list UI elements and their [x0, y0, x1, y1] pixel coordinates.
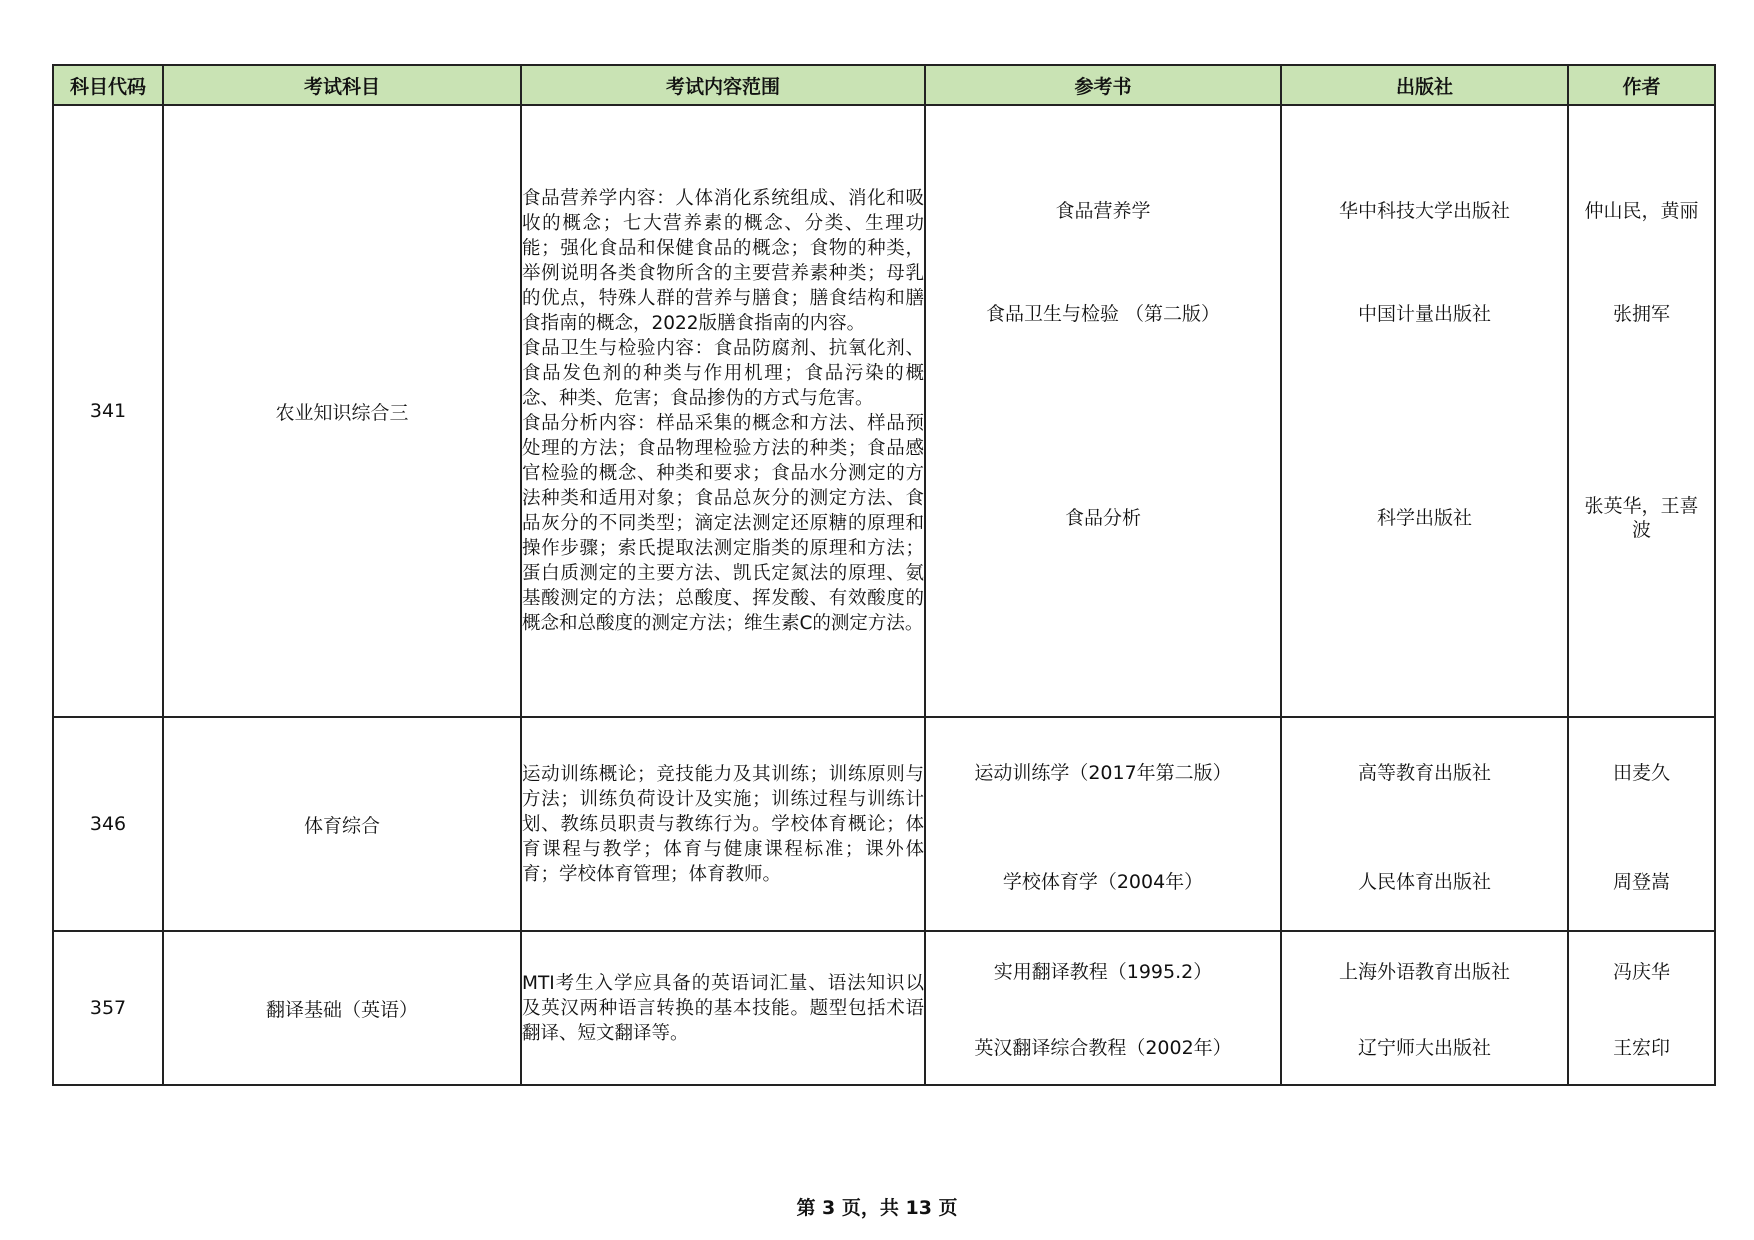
table-header-row	[53, 65, 1715, 105]
publisher-cell	[1281, 105, 1568, 717]
publisher-name: 高等教育出版社	[1357, 762, 1491, 784]
reference-book: 食品分析	[1064, 507, 1141, 529]
page-number-footer: 第 3 页，共 13 页	[796, 1197, 958, 1219]
reference-book-cell	[925, 717, 1281, 931]
subject-code-cell: 341	[53, 105, 163, 717]
reference-book: 运动训练学（2017年第二版）	[974, 762, 1232, 784]
content-paragraph-hygiene: 食品卫生与检验内容：食品防腐剂、抗氧化剂、食品发色剂的种类与作用机理；食品污染的概念、种类、危害；食品掺伪的方式与危害。	[522, 338, 924, 409]
content-paragraph-sports: 运动训练概论；竞技能力及其训练；训练原则与方法；训练负荷设计及实施；训练过程与训练计划、教练员职责与教练行为。学校体育概论；体育课程与教学；体育与健康课程标准；课外体育；学校体育管理；体育教师。	[522, 763, 924, 885]
author-cell	[1568, 931, 1715, 1085]
header-publisher: 出版社	[1281, 65, 1568, 105]
author-name: 张英华，王喜波	[1584, 495, 1699, 541]
exam-subject-cell: 农业知识综合三	[163, 105, 521, 717]
reference-book: 英汉翻译综合教程（2002年）	[974, 1037, 1232, 1059]
author-name: 田麦久	[1612, 762, 1670, 784]
author-cell	[1568, 105, 1715, 717]
reference-book: 实用翻译教程（1995.2）	[993, 961, 1213, 983]
content-paragraph-nutrition: 食品营养学内容：人体消化系统组成、消化和吸收的概念；七大营养素的概念、分类、生理功能；强化食品和保健食品的概念；食物的种类，举例说明各类食物所含的主要营养素种类；母乳的优点，特殊人群的营养与膳食；膳食结构和膳食指南的概念，2022版膳食指南的内容。	[522, 188, 924, 334]
table-row	[53, 717, 1715, 931]
author-name: 张拥军	[1612, 303, 1670, 325]
table-row	[53, 931, 1715, 1085]
content-scope-cell	[521, 105, 925, 717]
header-exam-subject: 考试科目	[163, 65, 521, 105]
publisher-cell	[1281, 931, 1568, 1085]
publisher-name: 辽宁师大出版社	[1357, 1037, 1491, 1059]
subject-code-cell: 357	[53, 931, 163, 1085]
content-paragraph-translation: MTI考生入学应具备的英语词汇量、语法知识以及英汉两种语言转换的基本技能。题型包括术语翻译、短文翻译等。	[522, 972, 924, 1044]
publisher-cell	[1281, 717, 1568, 931]
publisher-name: 上海外语教育出版社	[1338, 961, 1510, 983]
author-cell	[1568, 717, 1715, 931]
author-name: 周登嵩	[1612, 871, 1670, 893]
header-author: 作者	[1568, 65, 1715, 105]
publisher-name: 科学出版社	[1376, 507, 1472, 529]
author-name: 王宏印	[1612, 1037, 1670, 1059]
reference-book: 食品营养学	[1055, 200, 1151, 222]
exam-subject-cell: 翻译基础（英语）	[163, 931, 521, 1085]
content-scope-cell	[521, 931, 925, 1085]
header-content-scope: 考试内容范围	[521, 65, 925, 105]
publisher-name: 华中科技大学出版社	[1338, 200, 1510, 222]
subject-code-cell: 346	[53, 717, 163, 931]
author-name: 冯庆华	[1612, 961, 1670, 983]
table-row	[53, 105, 1715, 717]
exam-subjects-table	[52, 64, 1716, 1086]
content-paragraph-analysis: 食品分析内容：样品采集的概念和方法、样品预处理的方法；食品物理检验方法的种类；食品感官检验的概念、种类和要求；食品水分测定的方法种类和适用对象；食品总灰分的测定方法、食品灰分的不同类型；滴定法测定还原糖的原理和操作步骤；索氏提取法测定脂类的原理和方法；蛋白质测定的主要方法、凯氏定氮法的原理、氨基酸测定的方法；总酸度、挥发酸、有效酸度的概念和总酸度的测定方法；维生素C的测定方法。	[522, 413, 924, 634]
header-reference-book: 参考书	[925, 65, 1281, 105]
content-scope-cell	[521, 717, 925, 931]
reference-book: 学校体育学（2004年）	[1002, 871, 1204, 893]
author-name: 仲山民，黄丽	[1584, 200, 1699, 222]
publisher-name: 人民体育出版社	[1357, 871, 1491, 893]
header-subject-code: 科目代码	[53, 65, 163, 105]
reference-book: 食品卫生与检验 （第二版）	[985, 303, 1221, 325]
exam-subject-cell: 体育综合	[163, 717, 521, 931]
reference-book-cell	[925, 931, 1281, 1085]
reference-book-cell	[925, 105, 1281, 717]
publisher-name: 中国计量出版社	[1357, 303, 1491, 325]
